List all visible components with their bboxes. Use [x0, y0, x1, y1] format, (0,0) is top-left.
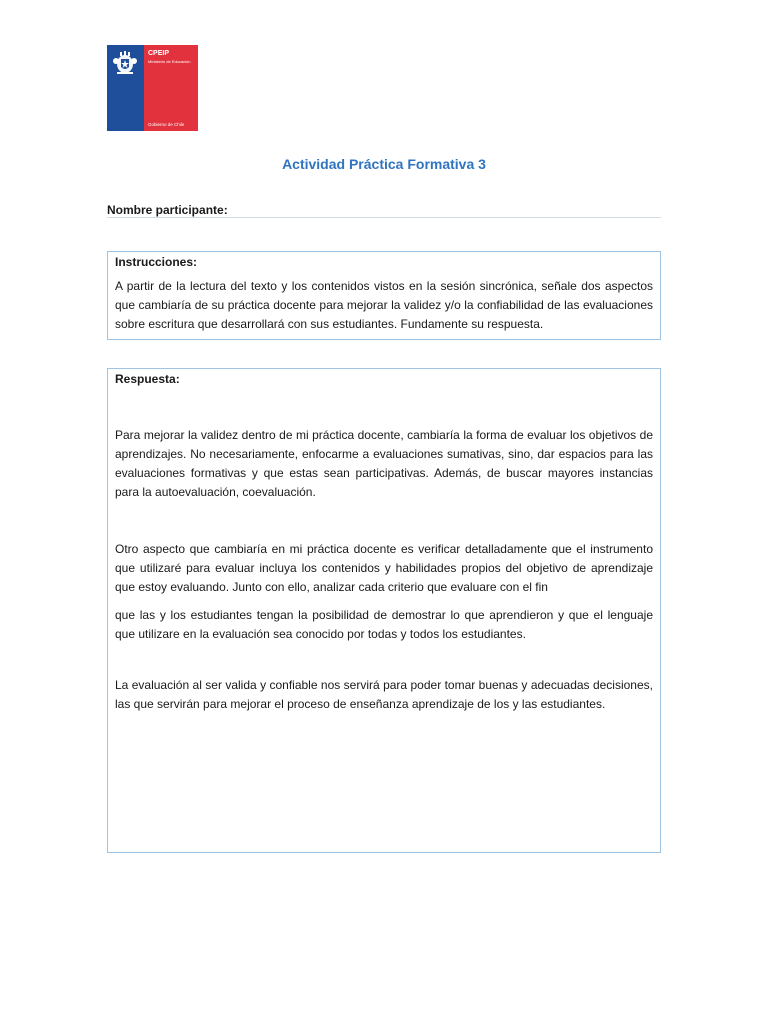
logo-red-band [144, 45, 198, 131]
response-heading: Respuesta: [115, 372, 180, 386]
participant-name-field [107, 201, 661, 218]
instructions-heading: Instrucciones: [115, 255, 198, 269]
response-paragraph: que las y los estudiantes tengan la posibilidad de demostrar lo que aprendieron y que el lenguaje que utilizare en la evaluación sea conocido por todas y todos los estudiantes. [115, 608, 653, 641]
instructions-box [107, 251, 661, 340]
response-paragraph: Otro aspecto que cambiaría en mi práctica docente es verificar detalladamente que el instrumento que utilizaré para evaluar incluya los contenidos y habilidades propios del objetivo de aprendizaje que estoy evaluando. Junto con ello, analizar cada criterio que evaluare con el fin [115, 542, 653, 594]
page-title: Actividad Práctica Formativa 3 [282, 156, 486, 172]
logo-ministry: Ministerio de Educación [148, 59, 191, 64]
logo-name: CPEIP [148, 50, 170, 57]
coat-of-arms-icon [110, 49, 140, 77]
instructions-text: A partir de la lectura del texto y los contenidos vistos en la sesión sincrónica, señale dos aspectos que cambiaría de su práctica docente para mejorar la validez y/o la confiabilidad de las evaluaciones sobre escritura que desarrollará con sus estudiantes. Fundamente su respuesta. [115, 279, 653, 331]
participant-label: Nombre participante: [107, 203, 228, 217]
response-paragraph: La evaluación al ser valida y confiable nos servirá para poder tomar buenas y adecuadas decisiones, las que servirán para mejorar el proceso de enseñanza aprendizaje de los y las estudiantes. [115, 678, 653, 711]
response-paragraph: Para mejorar la validez dentro de mi práctica docente, cambiaría la forma de evaluar los objetivos de aprendizajes. No necesariamente, enfocarme a evaluaciones sumativas, sino, dar espacios para las evaluaciones formativas y que estas sean participativas. Además, de buscar mayores instancias para la autoevaluación, coevaluación. [115, 428, 653, 499]
logo-blue-band [107, 45, 144, 131]
logo-government: Gobierno de Chile [148, 122, 185, 127]
response-box [107, 368, 661, 853]
cpeip-logo [107, 45, 198, 131]
